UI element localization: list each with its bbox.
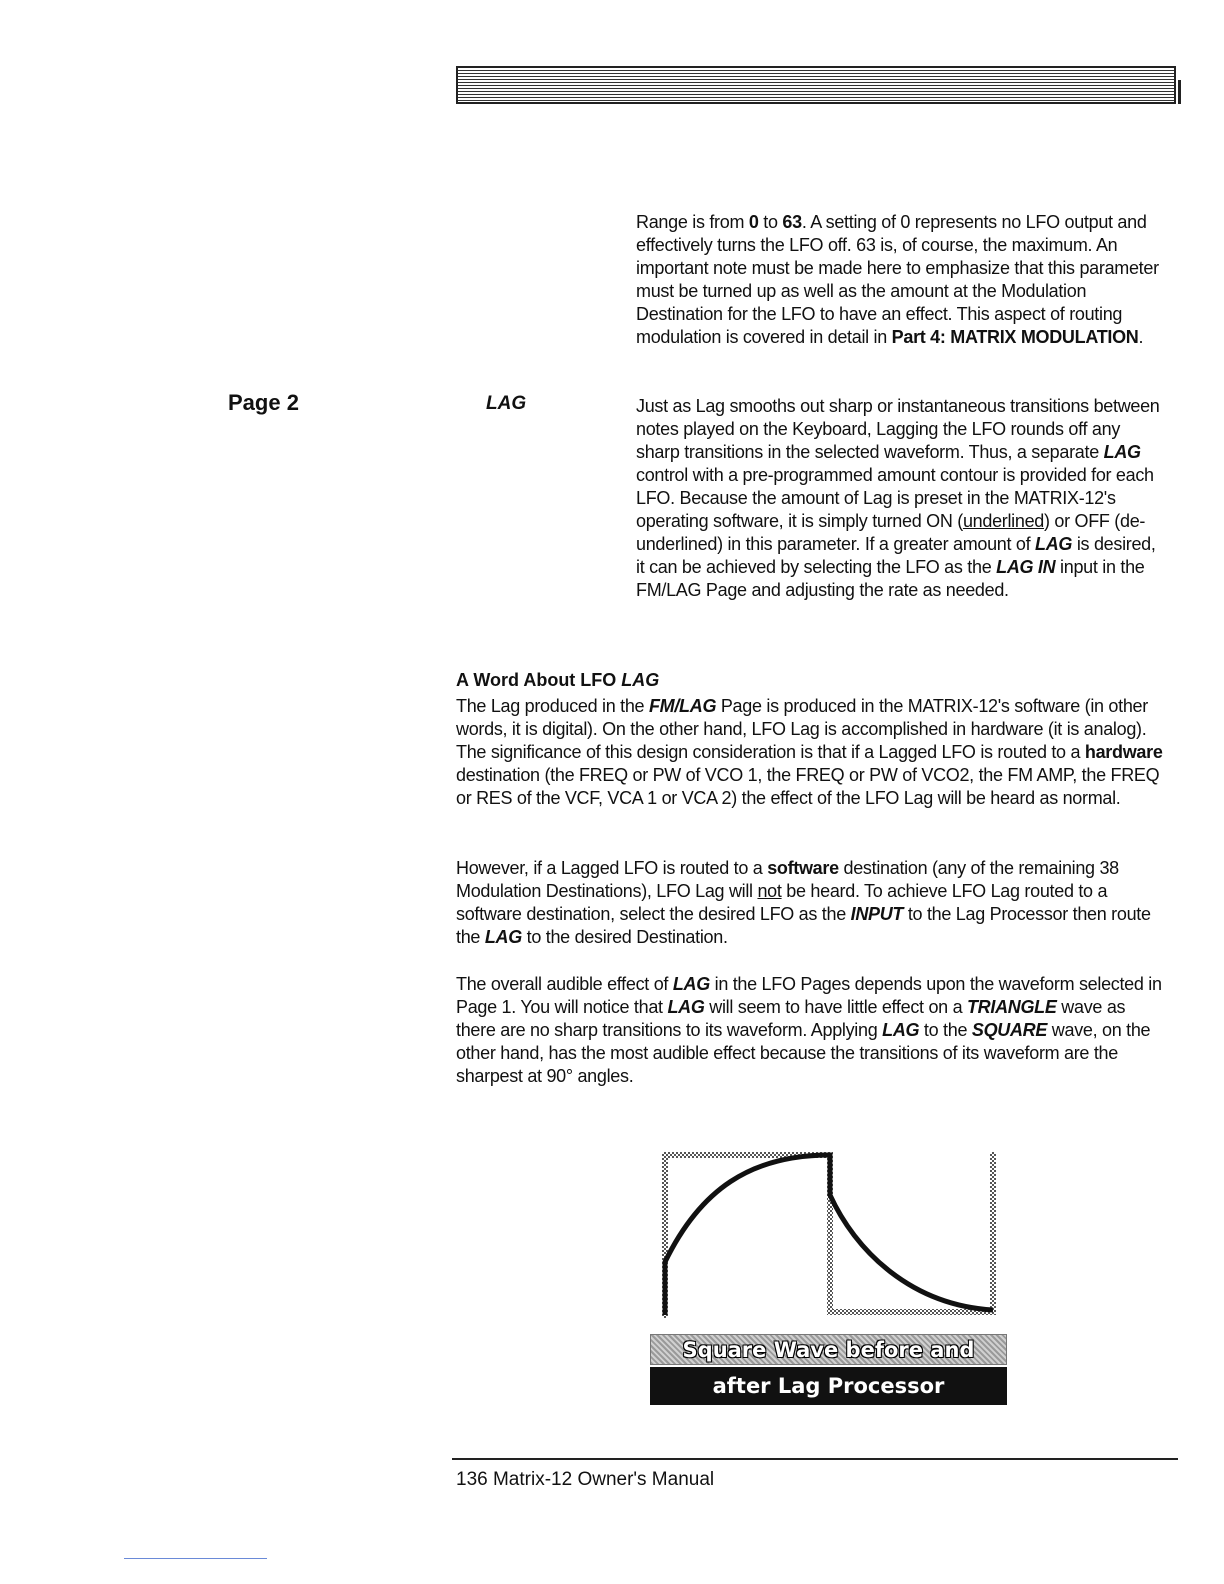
page-label: Page 2 [228, 390, 299, 415]
footer-rule [452, 1458, 1178, 1460]
section-heading: A Word About LFO LAG [456, 670, 660, 690]
parameter-name: LAG [486, 393, 527, 414]
figure-caption [650, 1334, 1007, 1406]
overall-paragraph: The overall audible effect of LAG in the LFO Pages depends upon the waveform selected in Page 1. You will notice that LAG will seem to have little effect on a TRIANGLE wave as there are no sharp transitions to its waveform. Applying LAG to the SQUARE wave, on the other hand, has the most audible effect because the transitions of its waveform are the sharpest at 90° angles. [456, 974, 1162, 1086]
footer-text: 136 Matrix-12 Owner's Manual [456, 1469, 715, 1490]
header-rule-tick [1178, 80, 1181, 104]
square-wave-figure [640, 1140, 1020, 1330]
however-paragraph: However, if a Lagged LFO is routed to a software destination (any of the remaining 38 Modulation Destinations), LFO Lag will not be heard. To achieve LFO Lag routed to a software destination, select the desired LFO as the INPUT to the Lag Processor then route the LAG to the desired Destination. [456, 858, 1151, 947]
header-rule-bar [456, 66, 1176, 104]
bottom-link-line [124, 1558, 267, 1559]
word-paragraph: The Lag produced in the FM/LAG Page is produced in the MATRIX-12's software (in other words, it is digital). On the other hand, LFO Lag is accomplished in hardware (it is analog). The significance of this design consideration is that if a Lagged LFO is routed to a hardware destination (the FREQ or PW of VCO 1, the FREQ or PW of VCO2, the FM AMP, the FREQ or RES of the VCF, VCA 1 or VCA 2) the effect of the LFO Lag will be heard as normal. [456, 696, 1163, 808]
lag-paragraph: Just as Lag smooths out sharp or instantaneous transitions between notes played on the Keyboard, Lagging the LFO rounds off any sharp transitions in the selected waveform. Thus, a separate LAG control with a pre-programmed amount contour is provided for each LFO. Because the amount of Lag is preset in the MATRIX-12's operating software, it is simply turned ON (underlined) or OFF (de-underlined) in this parameter. If a greater amount of LAG is desired, it can be achieved by selecting the LFO as the LAG IN input in the FM/LAG Page and adjusting the rate as needed. [636, 396, 1160, 600]
caption-line-1: Square Wave before and [650, 1334, 1007, 1365]
caption-line-2: after Lag Processor [650, 1367, 1007, 1405]
range-paragraph: Range is from 0 to 63. A setting of 0 represents no LFO output and effectively turns the LFO off. 63 is, of course, the maximum. An important note must be made here to emphasize that this parameter must be turned up as well as the amount at the Modulation Destination for the LFO to have an effect. This aspect of routing modulation is covered in detail in Part 4: MATRIX MODULATION. [636, 212, 1159, 347]
